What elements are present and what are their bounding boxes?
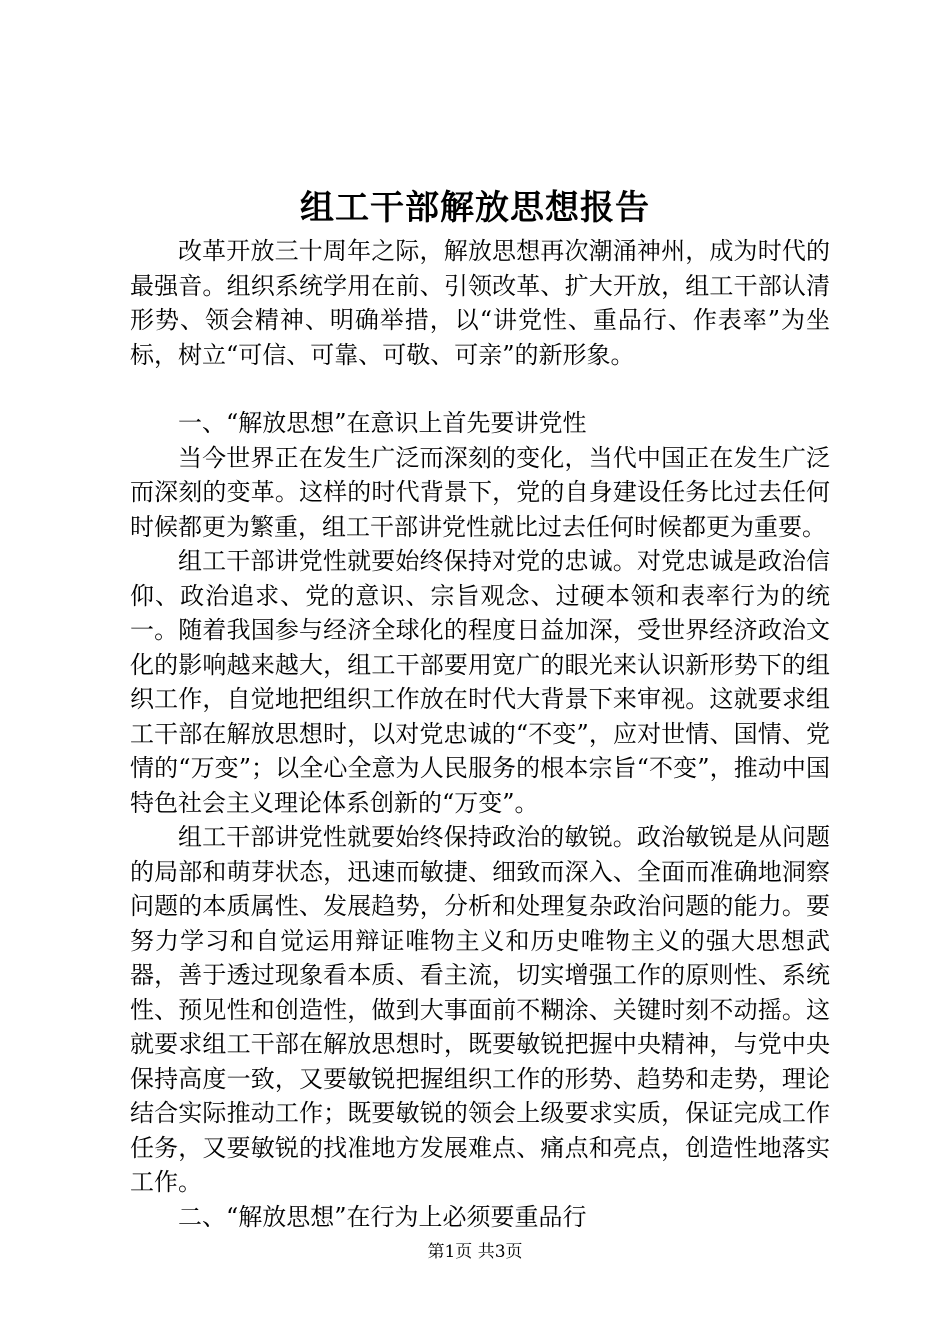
document-title: 组工干部解放思想报告 (300, 188, 650, 228)
section-heading-2: 二、“解放思想”在行为上必须要重品行 (178, 1202, 587, 1231)
intro-paragraph: 改革开放三十周年之际，解放思想再次潮涌神州，成为时代的最强音。组织系统学用在前、引领改革、扩大开放，组工干部认清形势、领会精神、明确举措，以“讲党性、重品行、作表率”为坐标，树立“可信、可靠、可敬、可亲”的新形象。 (130, 237, 830, 369)
body-paragraph: 当今世界正在发生广泛而深刻的变化，当代中国正在发生广泛而深刻的变革。这样的时代背景下，党的自身建设任务比过去任何时候都更为繁重，组工干部讲党性就比过去任何时候都更为重要。 (130, 443, 830, 541)
document-body (130, 234, 830, 1234)
section-heading-1: 一、“解放思想”在意识上首先要讲党性 (178, 409, 587, 437)
body-paragraph: 组工干部讲党性就要始终保持对党的忠诚。对党忠诚是政治信仰、政治追求、党的意识、宗旨观念、过硬本领和表率行为的统一。随着我国参与经济全球化的程度日益加深，受世界经济政治文化的影响越来越大，组工干部要用宽广的眼光来认识新形势下的组织工作，自觉地把组织工作放在时代大背景下来审视。这就要求组工干部在解放思想时，以对党忠诚的“不变”，应对世情、国情、党情的“万变”；以全心全意为人民服务的根本宗旨“不变”，推动中国特色社会主义理论体系创新的“万变”。 (130, 547, 830, 817)
page-footer: 第1页 共3页 (427, 1242, 523, 1262)
body-paragraph: 组工干部讲党性就要始终保持政治的敏锐。政治敏锐是从问题的局部和萌芽状态，迅速而敏捷、细致而深入、全面而准确地洞察问题的本质属性、发展趋势，分析和处理复杂政治问题的能力。要努力学习和自觉运用辩证唯物主义和历史唯物主义的强大思想武器，善于透过现象看本质、看主流，切实增强工作的原则性、系统性、预见性和创造性，做到大事面前不糊涂、关键时刻不动摇。这就要求组工干部在解放思想时，既要敏锐把握中央精神，与党中央保持高度一致，又要敏锐把握组织工作的形势、趋势和走势，理论结合实际推动工作；既要敏锐的领会上级要求实质，保证完成工作任务，又要敏锐的找准地方发展难点、痛点和亮点，创造性地落实工作。 (130, 823, 830, 1196)
